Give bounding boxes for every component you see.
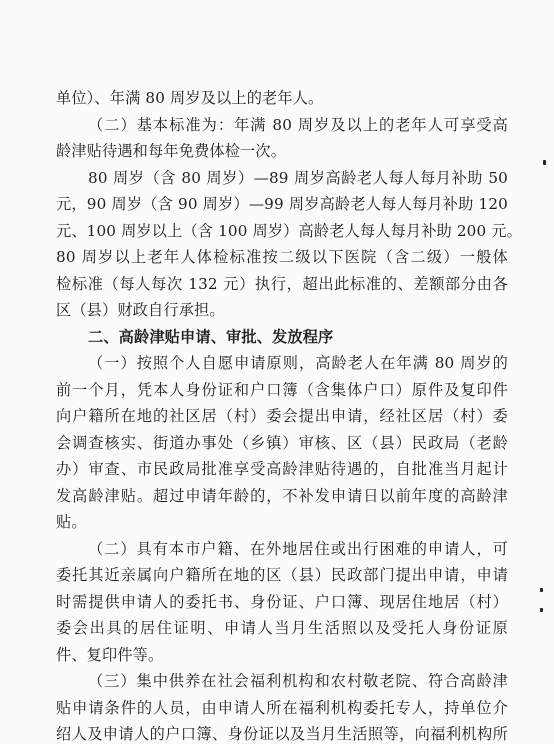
text-line-18: （二）具有本市户籍、在外地居住或出行困难的申请人，可 — [88, 539, 508, 558]
text-line-24: 贴申请条件的人员，由申请人所在福利机构委托专人，持单位介 — [56, 698, 508, 717]
text-line-11: （一）按照个人自愿申请原则，高龄老人在年满 80 周岁的 — [88, 354, 508, 372]
text-line-17: 贴。 — [56, 513, 87, 531]
text-line-23: （三）集中供养在社会福利机构和农村敬老院、符合高龄津 — [88, 672, 508, 690]
scan-speck — [543, 160, 546, 165]
text-line-21: 委会出具的居住证明、申请人当月生活照以及受托人身份证原 — [56, 619, 508, 637]
text-line-19: 委托其近亲属向户籍所在地的区（县）民政部门提出申请，申请 — [56, 566, 508, 584]
text-line-20: 时需提供申请人的委托书、身份证、户口簿、现居住地居（村） — [56, 592, 508, 611]
text-line-12: 前一个月，凭本人身份证和户口簿（含集体户口）原件及复印件 — [56, 380, 508, 399]
scan-speck — [540, 588, 543, 592]
text-line-25: 绍人及申请人的户口簿、身份证以及当月生活照等，向福利机构所 — [56, 725, 508, 743]
text-line-8: 检标准（每人每次 132 元）执行，超出此标准的、差额部分由各 — [56, 274, 508, 293]
scan-speck — [540, 608, 543, 612]
text-line-5: 元，90 周岁（含 90 周岁）—99 周岁高龄老人每人每月补助 120 — [56, 195, 508, 213]
text-line-22: 件、复印件等。 — [56, 645, 164, 664]
text-line-1: 单位）、年满 80 周岁及以上的老年人。 — [56, 89, 324, 107]
text-line-15: 办）审查、市民政局批准享受高龄津贴待遇的，自批准当月起计 — [56, 460, 508, 478]
text-line-9: 区（县）财政自行承担。 — [56, 301, 225, 319]
text-line-14: 会调查核实、街道办事处（乡镇）审核、区（县）民政局（老龄 — [56, 433, 508, 452]
text-line-13: 向户籍所在地的社区居（村）委会提出申请，经社区居（村）委 — [56, 407, 508, 425]
section-heading: 二、高龄津贴申请、审批、发放程序 — [88, 327, 334, 346]
text-line-7: 80 周岁以上老年人体检标准按二级以下医院（含二级）一般体 — [56, 248, 508, 266]
text-line-3: 龄津贴待遇和每年免费体检一次。 — [56, 142, 287, 160]
text-line-2: （二）基本标准为：年满 80 周岁及以上的老年人可享受高 — [88, 115, 508, 134]
text-line-4: 80 周岁（含 80 周岁）—89 周岁高龄老人每人每月补助 50 — [88, 168, 508, 187]
text-line-6: 元、100 周岁以上（含 100 周岁）高龄老人每人每月补助 200 元。 — [56, 221, 522, 240]
text-line-16: 发高龄津贴。超过申请年龄的，不补发申请日以前年度的高龄津 — [56, 486, 508, 505]
